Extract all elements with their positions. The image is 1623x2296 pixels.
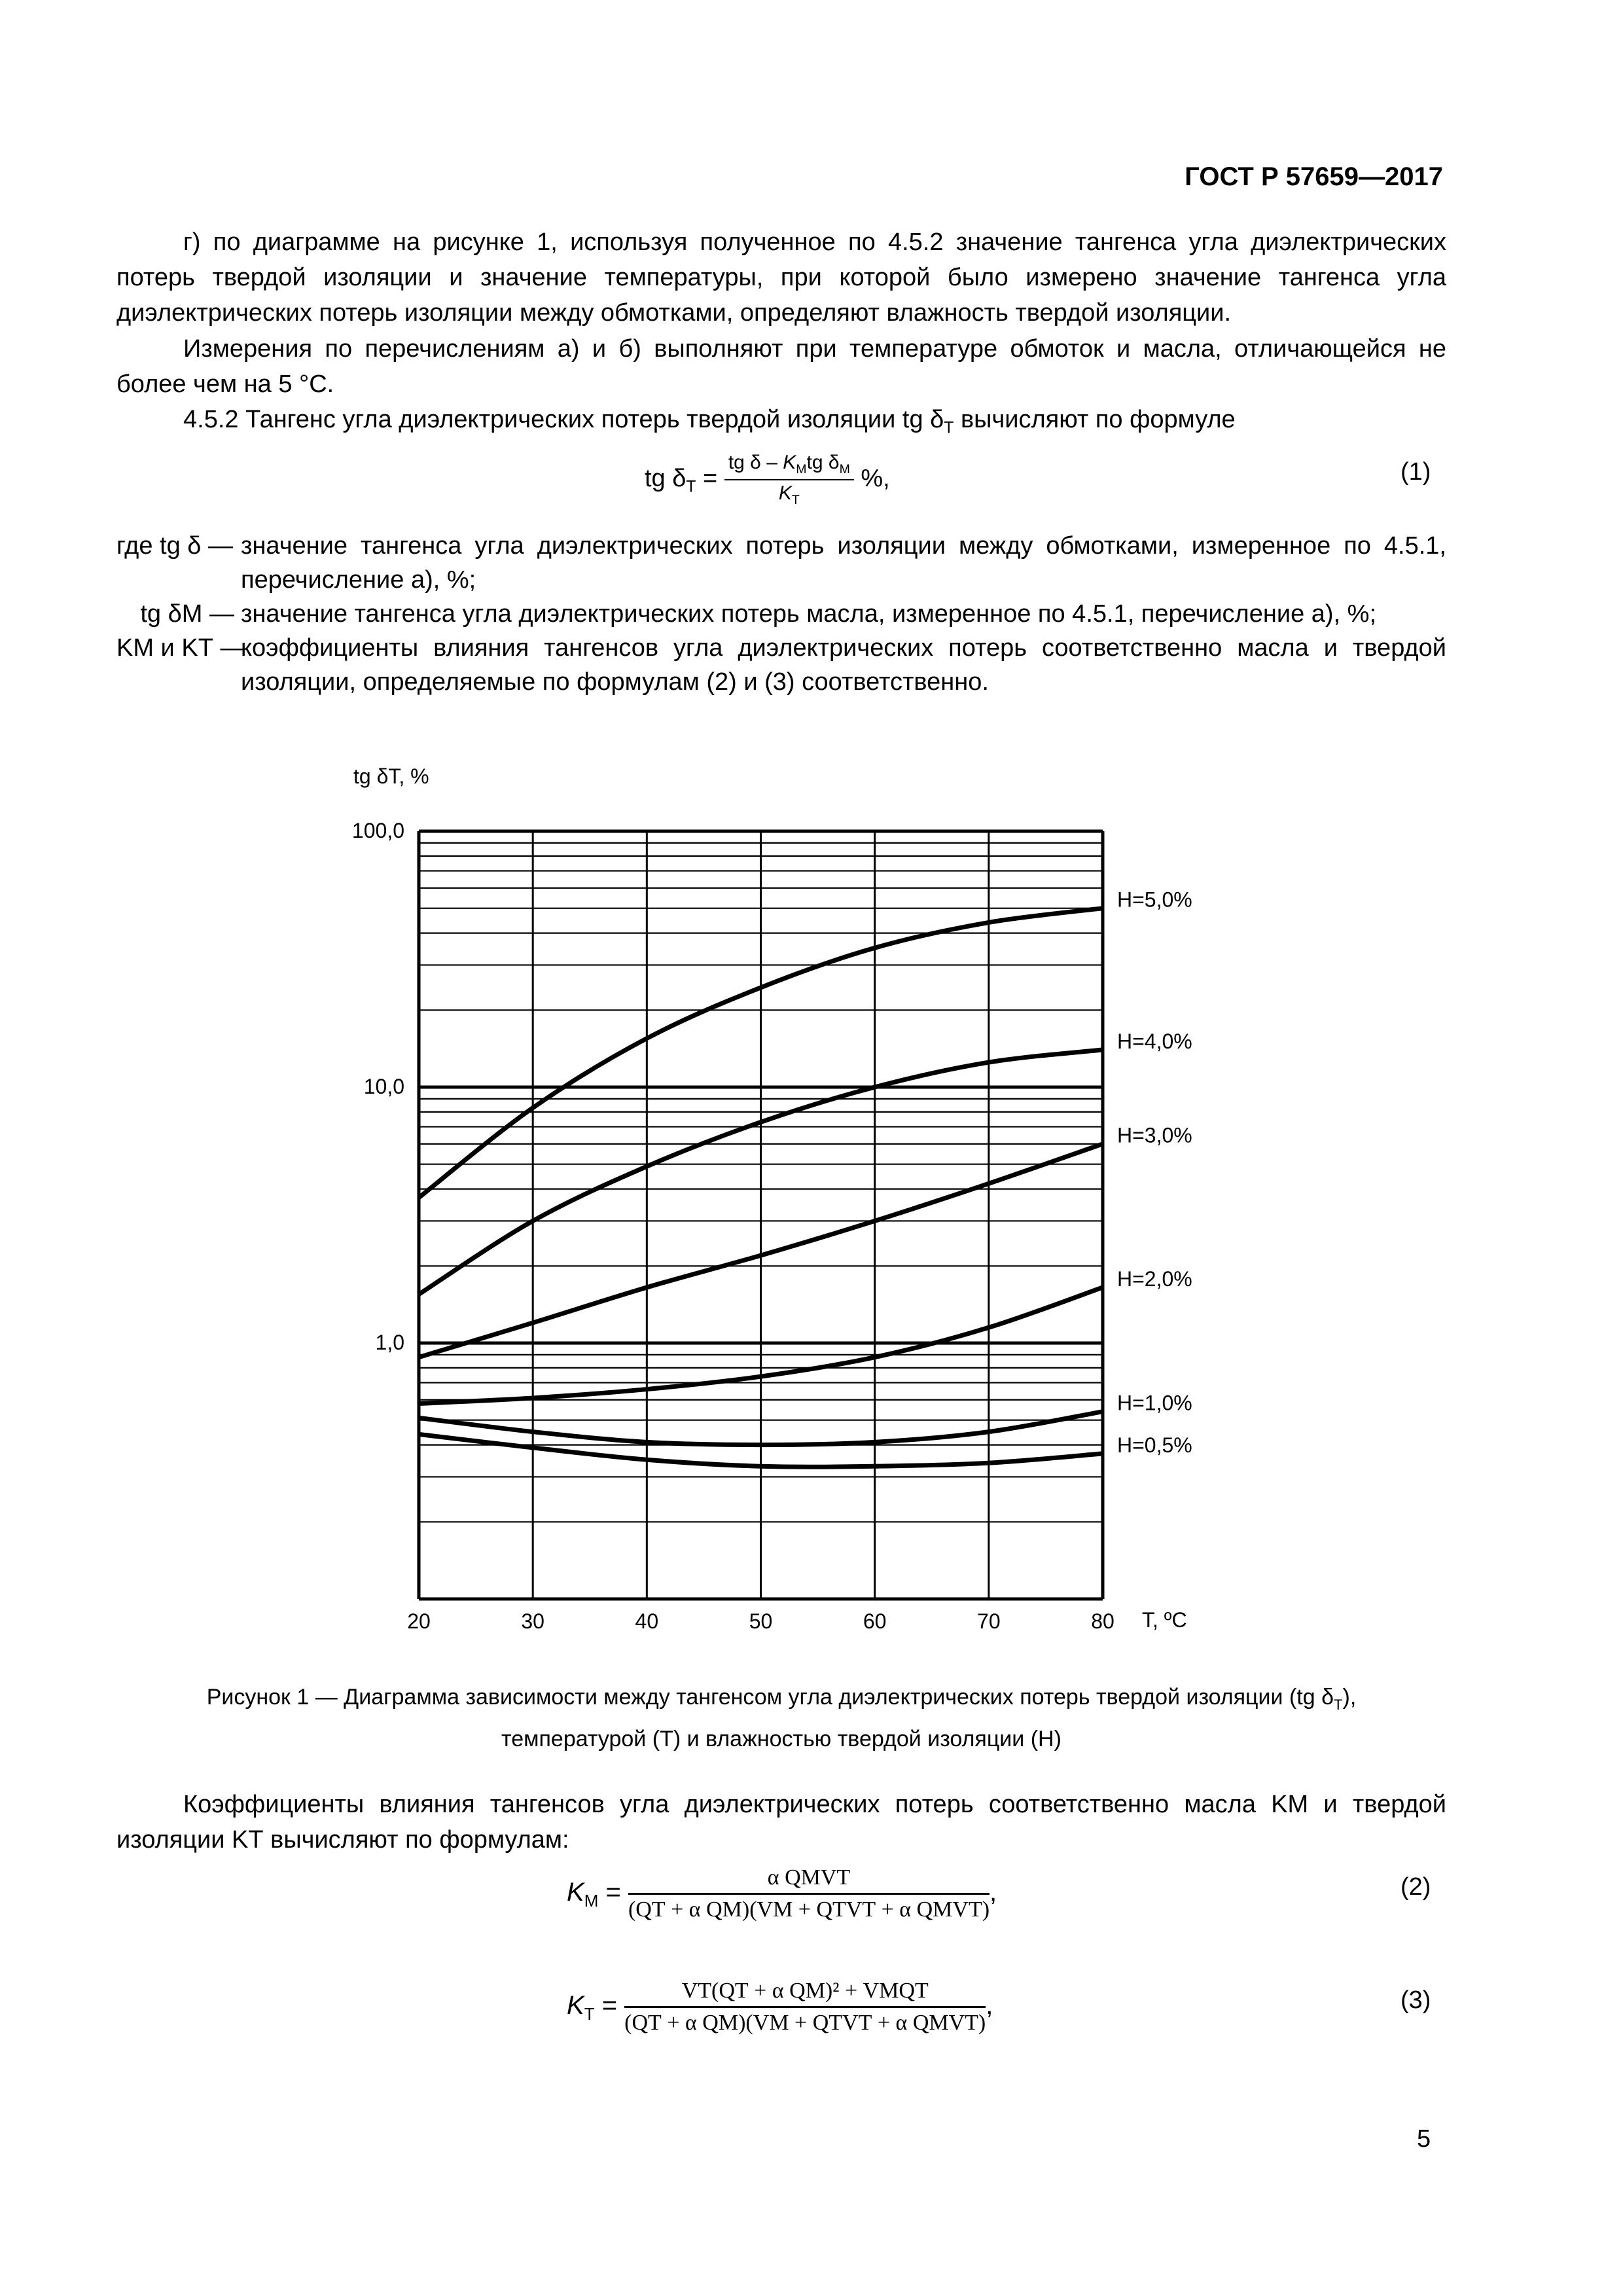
formula-2-fraction (628, 1865, 990, 1922)
formula-1-denominator (724, 480, 854, 508)
formula-3-denominator: (QТ + α QМ)(VМ + QТVТ + α QМVТ) (624, 2011, 986, 2035)
paragraph-4-5-2 (116, 402, 1446, 446)
figure-caption (116, 1680, 1446, 1756)
formula-1-numerator (724, 452, 854, 480)
definition-term: где tg δ — (116, 532, 233, 560)
series-label: H=2,0% (1117, 1266, 1192, 1291)
paragraph-g: г) по диаграмме на рисунке 1, используя полученное по 4.5.2 значение тангенса угла диэлектрических потерь твердой изоляции и значение температуры, при которой было измерено значение тангенса угла диэлектрических потерь изоляции между обмотками, определяют влажность твердой изоляции. (116, 228, 1446, 327)
definition-term: KM и KТ — (116, 634, 245, 662)
caption-line-1-a: Рисунок 1 — Диаграмма зависимости между тангенсом угла диэлектрических потерь твердой изоляции (tg δ (206, 1685, 1334, 1710)
formula-1-num-b-sub: M (839, 462, 850, 476)
x-tick-label: 30 (521, 1609, 544, 1633)
caption-line-1-b: ), (1342, 1685, 1357, 1710)
y-tick-label: 1,0 (375, 1331, 404, 1354)
y-tick-label: 100,0 (351, 819, 404, 842)
formula-1-num-k: K (783, 452, 796, 473)
series-label: H=0,5% (1117, 1433, 1192, 1457)
document-header: ГОСТ Р 57659—2017 (1185, 162, 1443, 191)
series-label: H=4,0% (1117, 1029, 1192, 1053)
formula-3-fraction (624, 1979, 986, 2036)
series-label: H=3,0% (1117, 1123, 1192, 1147)
chart-ylabel: tg δТ, % (353, 764, 429, 788)
caption-line-1 (116, 1680, 1446, 1722)
formula-2-lhs-sub: М (584, 1891, 599, 1911)
formula-1-tail: %, (861, 465, 890, 493)
formula-3-numerator: VТ(QТ + α QМ)² + VМQТ (624, 1979, 986, 2008)
formula-1-fraction (724, 452, 854, 508)
chart-series-labels (1117, 888, 1192, 1457)
formula-1-eq: = (696, 465, 724, 493)
x-tick-label: 80 (1091, 1609, 1115, 1633)
formula-2: $K_М$ = $\frac{\text{α QМVТ}}{\text{(QТ + α QМ)(VМ + QТVТ + α QМVТ)}}$ , (567, 1865, 997, 1922)
definition-desc: значение тангенса угла диэлектрических потерь масла, измеренное по 4.5.1, перечисление а), %; (241, 600, 1377, 628)
formula-3-lhs: K (567, 1991, 584, 2020)
page-number: 5 (1417, 2125, 1431, 2153)
formula-2-denominator: (QТ + α QМ)(VМ + QТVТ + α QМVТ) (628, 1897, 990, 1922)
formula-1-den-k-sub: Т (791, 493, 800, 507)
formula-1-lhs-sub: Т (686, 478, 696, 496)
formula-1-num-b: tg δ (806, 452, 840, 473)
y-tick-label: 10,0 (363, 1075, 404, 1098)
series-label: H=1,0% (1117, 1391, 1192, 1415)
paragraph-4-5-2-sub: Т (944, 419, 954, 437)
definition-km-kt (116, 631, 1446, 699)
chart-xlabel: T, ºC (1142, 1608, 1187, 1632)
formula-2-lhs: K (567, 1878, 584, 1907)
definition-desc: значение тангенса угла диэлектрических потерь изоляции между обмотками, измеренное по 4.5.1, перечисление а), %; (241, 532, 1446, 594)
formula-1-num-a: tg δ – (728, 452, 783, 473)
paragraph-4-5-2-text: 4.5.2 Тангенс угла диэлектрических потерь твердой изоляции tg δ (183, 406, 944, 433)
paragraph-coefficients: Коэффициенты влияния тангенсов угла диэлектрических потерь соответственно масла KМ и твердой изоляции KТ вычисляют по формулам: (116, 1791, 1446, 1854)
x-tick-label: 20 (407, 1609, 431, 1633)
paragraph-measurements: Измерения по перечислениям а) и б) выполняют при температуре обмоток и масла, отличающейся не более чем на 5 °С. (116, 335, 1446, 398)
formula-1-lhs: tg δ (645, 465, 687, 493)
x-tick-label: 40 (635, 1609, 659, 1633)
formula-3-lhs-sub: Т (584, 2004, 595, 2024)
definitions-list (116, 529, 1446, 699)
formula-3: $K_Т$ = $\frac{\text{VТ(QТ + α QМ)² + VМQТ}}{\text{(QТ + α QМ)(VМ + QТVТ + α QМVТ)}}$ , (567, 1979, 993, 2035)
formula-1-den-k: K (778, 482, 792, 504)
caption-line-2: температурой (T) и влажностью твердой изоляции (H) (501, 1726, 1061, 1751)
series-label: H=5,0% (1117, 888, 1192, 912)
definition-term: tg δM — (140, 600, 234, 628)
formula-1-num-k-sub: M (796, 462, 807, 476)
chart-grid (419, 831, 1103, 1599)
formula-2-numerator: α QМVТ (628, 1865, 990, 1895)
x-tick-label: 60 (863, 1609, 887, 1633)
caption-line-1-sub: Т (1334, 1696, 1343, 1713)
formula-2-number: (2) (1400, 1873, 1431, 1901)
formula-1 (645, 452, 890, 508)
chart-tick-labels (352, 819, 1115, 1633)
paragraph-4-5-2-tail: вычисляют по формуле (954, 406, 1236, 433)
formula-1-number: (1) (1400, 458, 1431, 486)
definition-tg-delta-m (116, 597, 1446, 631)
formula-3-number: (3) (1400, 1986, 1431, 2014)
moisture-chart (0, 753, 1623, 1643)
x-tick-label: 50 (749, 1609, 773, 1633)
definition-tg-delta (116, 529, 1446, 597)
x-tick-label: 70 (977, 1609, 1001, 1633)
definition-desc: коэффициенты влияния тангенсов угла диэлектрических потерь соответственно масла и твердой изоляции, определяемые по формулам (2) и (3) соответственно. (241, 634, 1446, 696)
